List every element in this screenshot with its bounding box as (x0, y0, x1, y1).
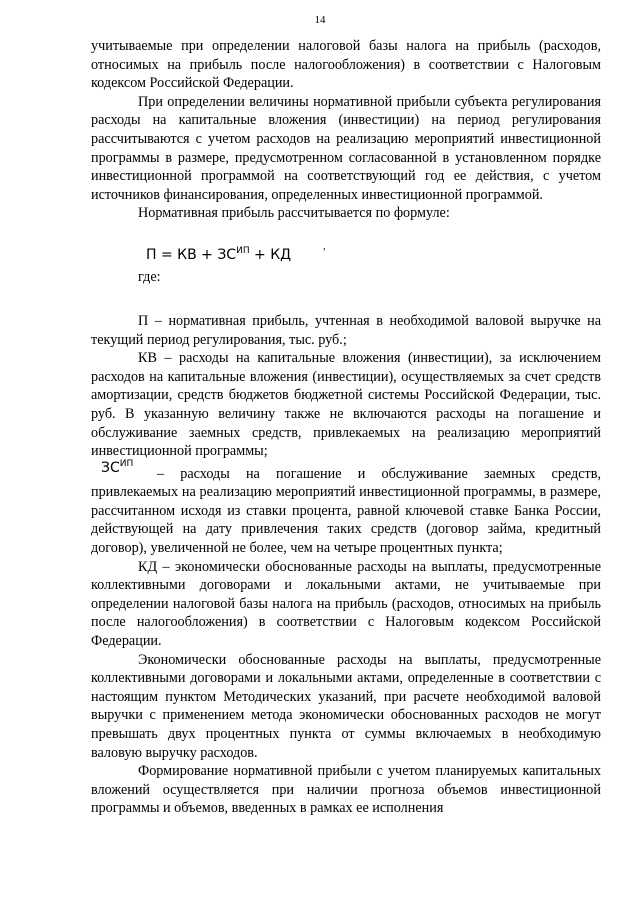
definition-zs-text: – расходы на погашение и обслуживание заемных средств, привлекаемых на реализацию мероприятий инвестиционной программы, в размере, рассчитанном исходя из ставки процента, равной ключевой ставке Банка России, действующей на дату привлечения таких средств (договор займа, кредитный договор), увеличенной не более, чем на четыре процентных пункта; (91, 465, 601, 557)
definition-kd: КД – экономически обоснованные расходы на выплаты, предусмотренные коллективными договорами и локальными актами, не учитываемые при определении налоговой базы налога на прибыль (расходов, относимых на прибыль после налогообложения) в соответствии с Налоговым кодексом Российской Федерации. (91, 558, 601, 650)
paragraph-normative-profit-capex: При определении величины нормативной прибыли субъекта регулирования расходы на капитальные вложения (инвестиции) на период регулирования рассчитываются с учетом расходов на реализацию мероприятий инвестиционной программы в размере, предусмотренном согласованной в установленном порядке инвестиционной программой на соответствующий год ее действия, с учетом источников финансирования, определенных инвестиционной программой. (91, 93, 601, 203)
where-label: где: (138, 268, 161, 285)
zs-symbol (91, 455, 157, 478)
spacer (91, 295, 601, 312)
zs-symbol-text: ЗС (101, 459, 120, 476)
formula-tail: + КД (249, 246, 292, 263)
paragraph-economic-expenses: Экономически обоснованные расходы на выплаты, предусмотренные коллективными договорами и локальными актами, определенные в соответствии с настоящим пунктом Методических указаний, при расчете необходимой валовой выручки с применением метода экономически обоснованных расходов не могут превышать двух процентных пункта от суммы включаемых в необходимую валовую выручку расходов. (91, 651, 601, 761)
paragraph-continuation: учитываемые при определении налоговой базы налога на прибыль (расходов, относимых на прибыль после налогообложения) в соответствии с Налоговым кодексом Российской Федерации. (91, 38, 601, 92)
formula-main: П = КВ + ЗС (146, 246, 237, 263)
definition-p: П – нормативная прибыль, учтенная в необходимой валовой выручке на текущий период регулирования, тыс. руб.; (91, 312, 601, 348)
zs-symbol-superscript: ИП (119, 458, 134, 469)
profit-formula (146, 242, 291, 265)
definition-zs (91, 458, 601, 558)
paragraph-profit-formation: Формирование нормативной прибыли с учетом планируемых капитальных вложений осуществляется при наличии прогноза объемов инвестиционной программы и объемов, введенных в рамках ее исполнения (91, 763, 601, 817)
page-number: 14 (314, 14, 326, 26)
formula-block (91, 223, 601, 295)
formula-superscript: ИП (236, 245, 250, 256)
formula-comma: , (323, 240, 326, 252)
document-body (91, 37, 601, 818)
paragraph-formula-intro: Нормативная прибыль рассчитывается по формуле: (138, 205, 450, 222)
definition-kv: КВ – расходы на капитальные вложения (инвестиции), за исключением расходов на капитальные вложения (инвестиции), осуществляемых за счет средств амортизации, средств бюджетов бюджетной системы Российской Федерации, тыс. руб. В указанную величину также не включаются расходы на погашение и обслуживание заемных средств, привлекаемых на реализацию мероприятий инвестиционной программы; (91, 350, 601, 460)
